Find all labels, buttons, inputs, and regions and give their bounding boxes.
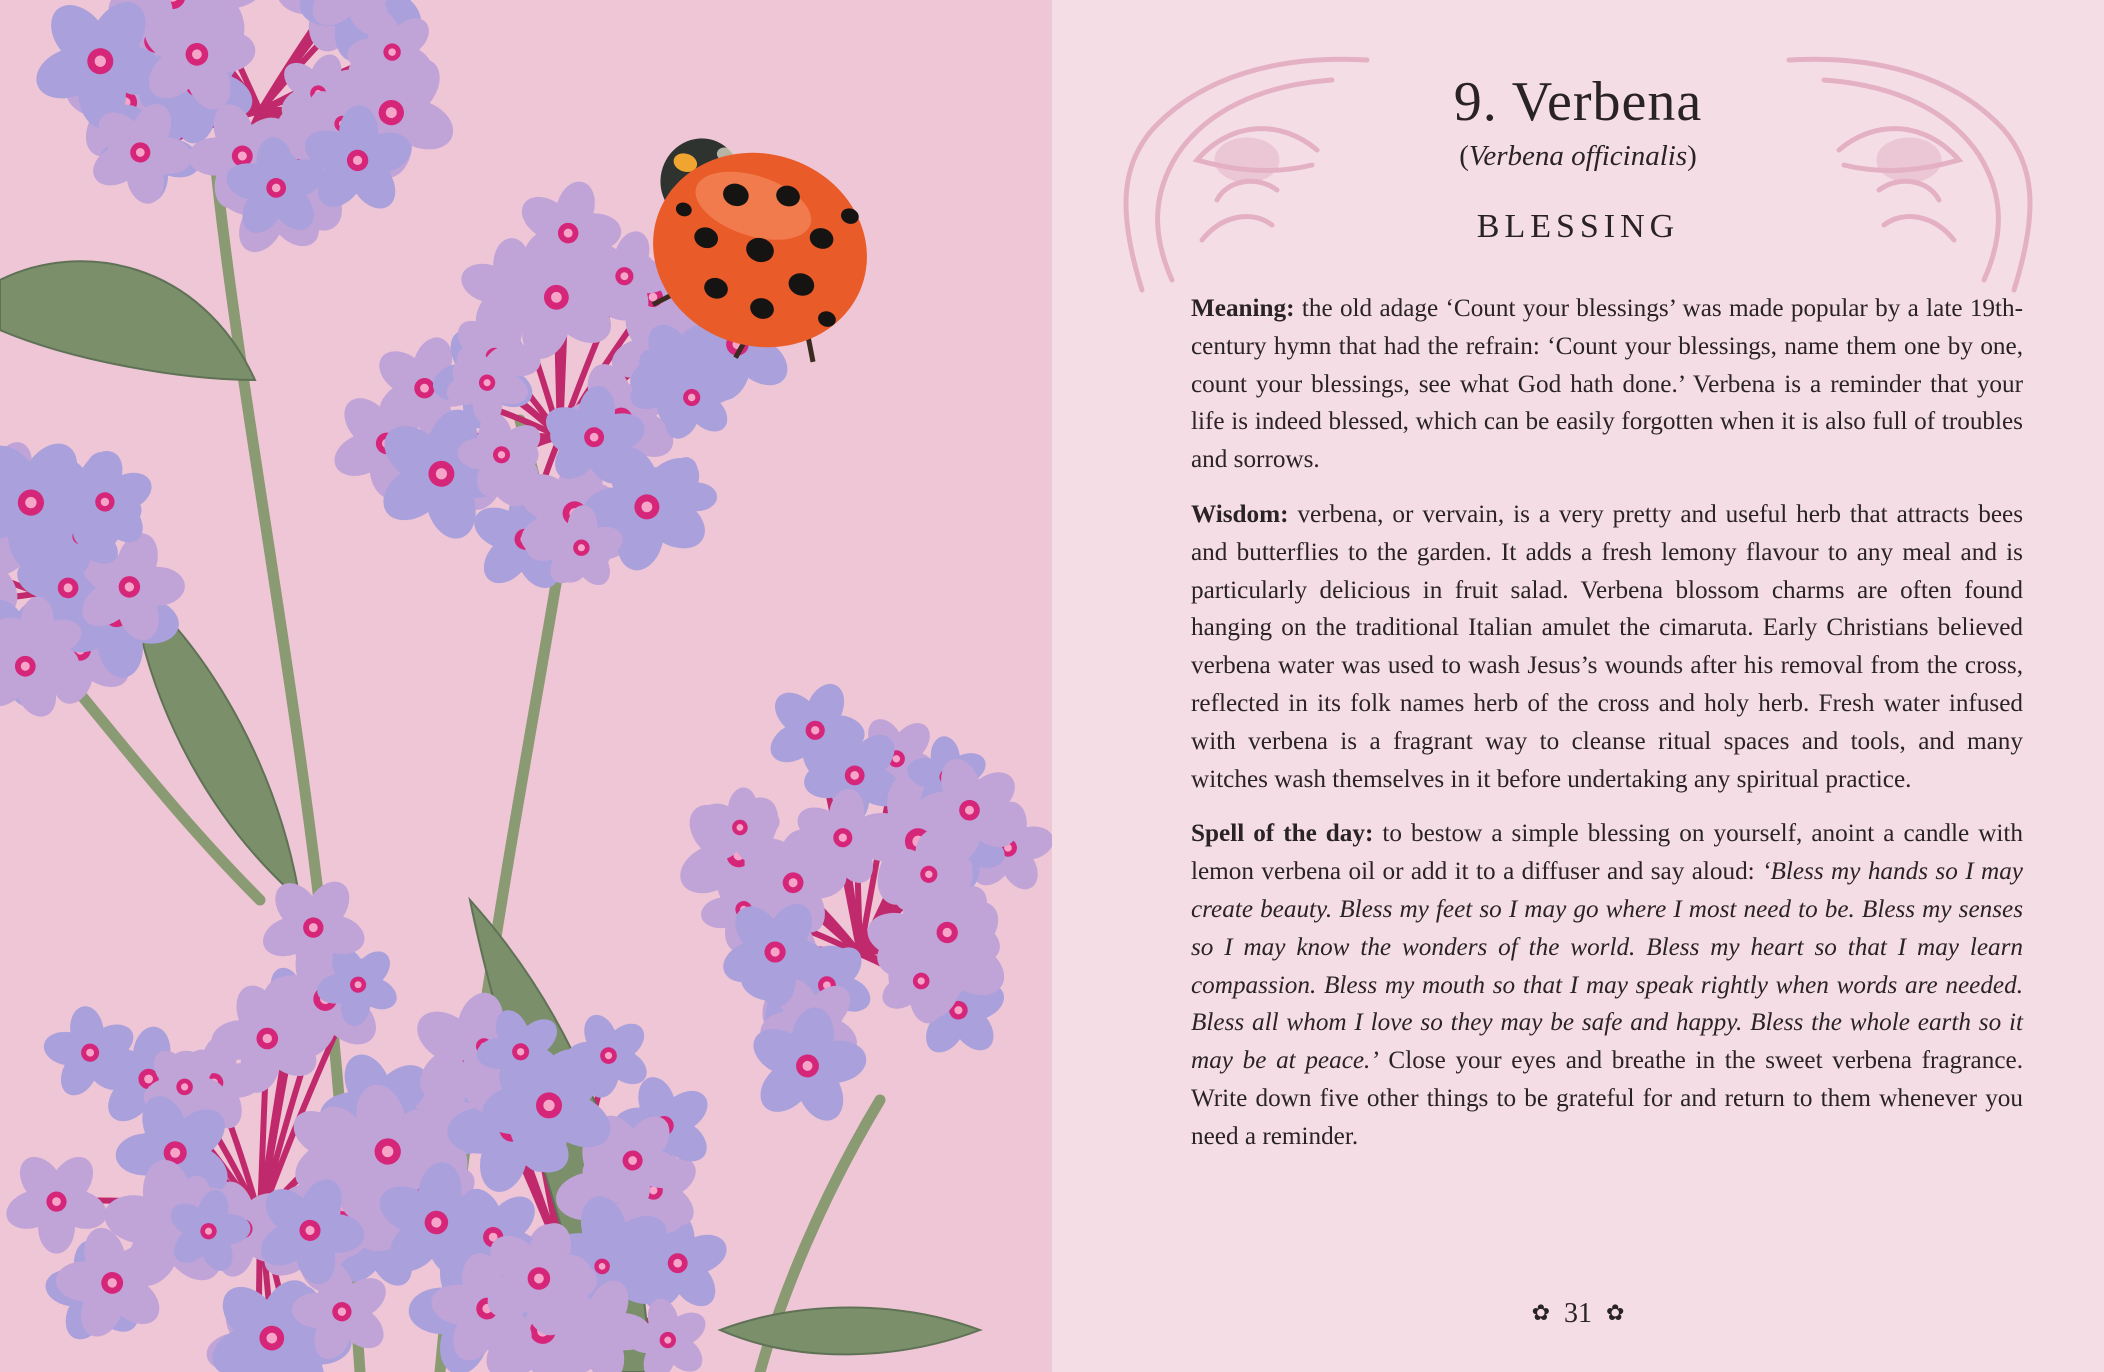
wisdom-paragraph: [1191, 496, 2023, 798]
page-folio: [1052, 1298, 2104, 1330]
spell-incantation: ‘Bless my hands so I may create beauty. Bless my feet so I may go where I most need to be. Bless my senses so I may know the wonders of the world. Bless my heart so that I may learn compassion. Bless my mouth so that I may speak rightly when words are needed. Bless all whom I love so they may be safe and happy. Bless the whole earth so it may be at peace.’: [1191, 858, 2023, 1075]
wisdom-text: verbena, or vervain, is a very pretty and useful herb that attracts bees and butterflies to the garden. It adds a fresh lemony flavour to any meal and is particularly delicious in fruit salad. Verbena blossom charms are often found hanging on the traditional Italian amulet the cimaruta. Early Christians believed verbena water was used to wash Jesus’s wounds after his removal from the cross, reflected in its folk names herb of the cross and holy herb. Fresh water infused with verbena is a fragrant way to cleanse ritual spaces and tools, and many witches wash themselves in it before undertaking any spiritual practice.: [1191, 500, 2023, 793]
latin-close-paren: ): [1687, 140, 1697, 172]
entry-title: 9. Verbena: [1453, 71, 1703, 133]
spell-closing: Close your eyes and breathe in the sweet verbena fragrance. Write down five other things to be grateful for and return to them whenever you need a reminder.: [1191, 1047, 2023, 1150]
spell-label: Spell of the day:: [1191, 820, 1374, 848]
meaning-label: Meaning:: [1191, 295, 1295, 322]
flower-icon: ✿: [1606, 1300, 1625, 1325]
text-page: [1052, 0, 2104, 1372]
latin-open-paren: (: [1459, 140, 1469, 172]
meaning-paragraph: [1191, 290, 2023, 479]
spell-text: to bestow a simple blessing on yourself, anoint a candle with lemon verbena oil or add it to a diffuser and say aloud:: [1191, 820, 2023, 886]
latin-name: [1052, 140, 2104, 173]
meaning-text: the old adage ‘Count your blessings’ was made popular by a late 19th-century hymn that had the refrain: ‘Count your blessings, name them one by one, count your blessings, see what God hath done.’ Verbena is a reminder that your life is indeed blessed, which can be easily forgotten when it is also full of troubles and sorrows.: [1191, 295, 2023, 474]
keyword-heading: BLESSING: [1476, 208, 1680, 245]
wisdom-label: Wisdom:: [1191, 500, 1289, 528]
page-number: 31: [1564, 1298, 1592, 1329]
latin-name-text: Verbena officinalis: [1468, 140, 1688, 172]
spell-paragraph: [1191, 815, 2023, 1155]
entry-body: [1191, 290, 2023, 1173]
flower-icon: ✿: [1531, 1300, 1550, 1325]
